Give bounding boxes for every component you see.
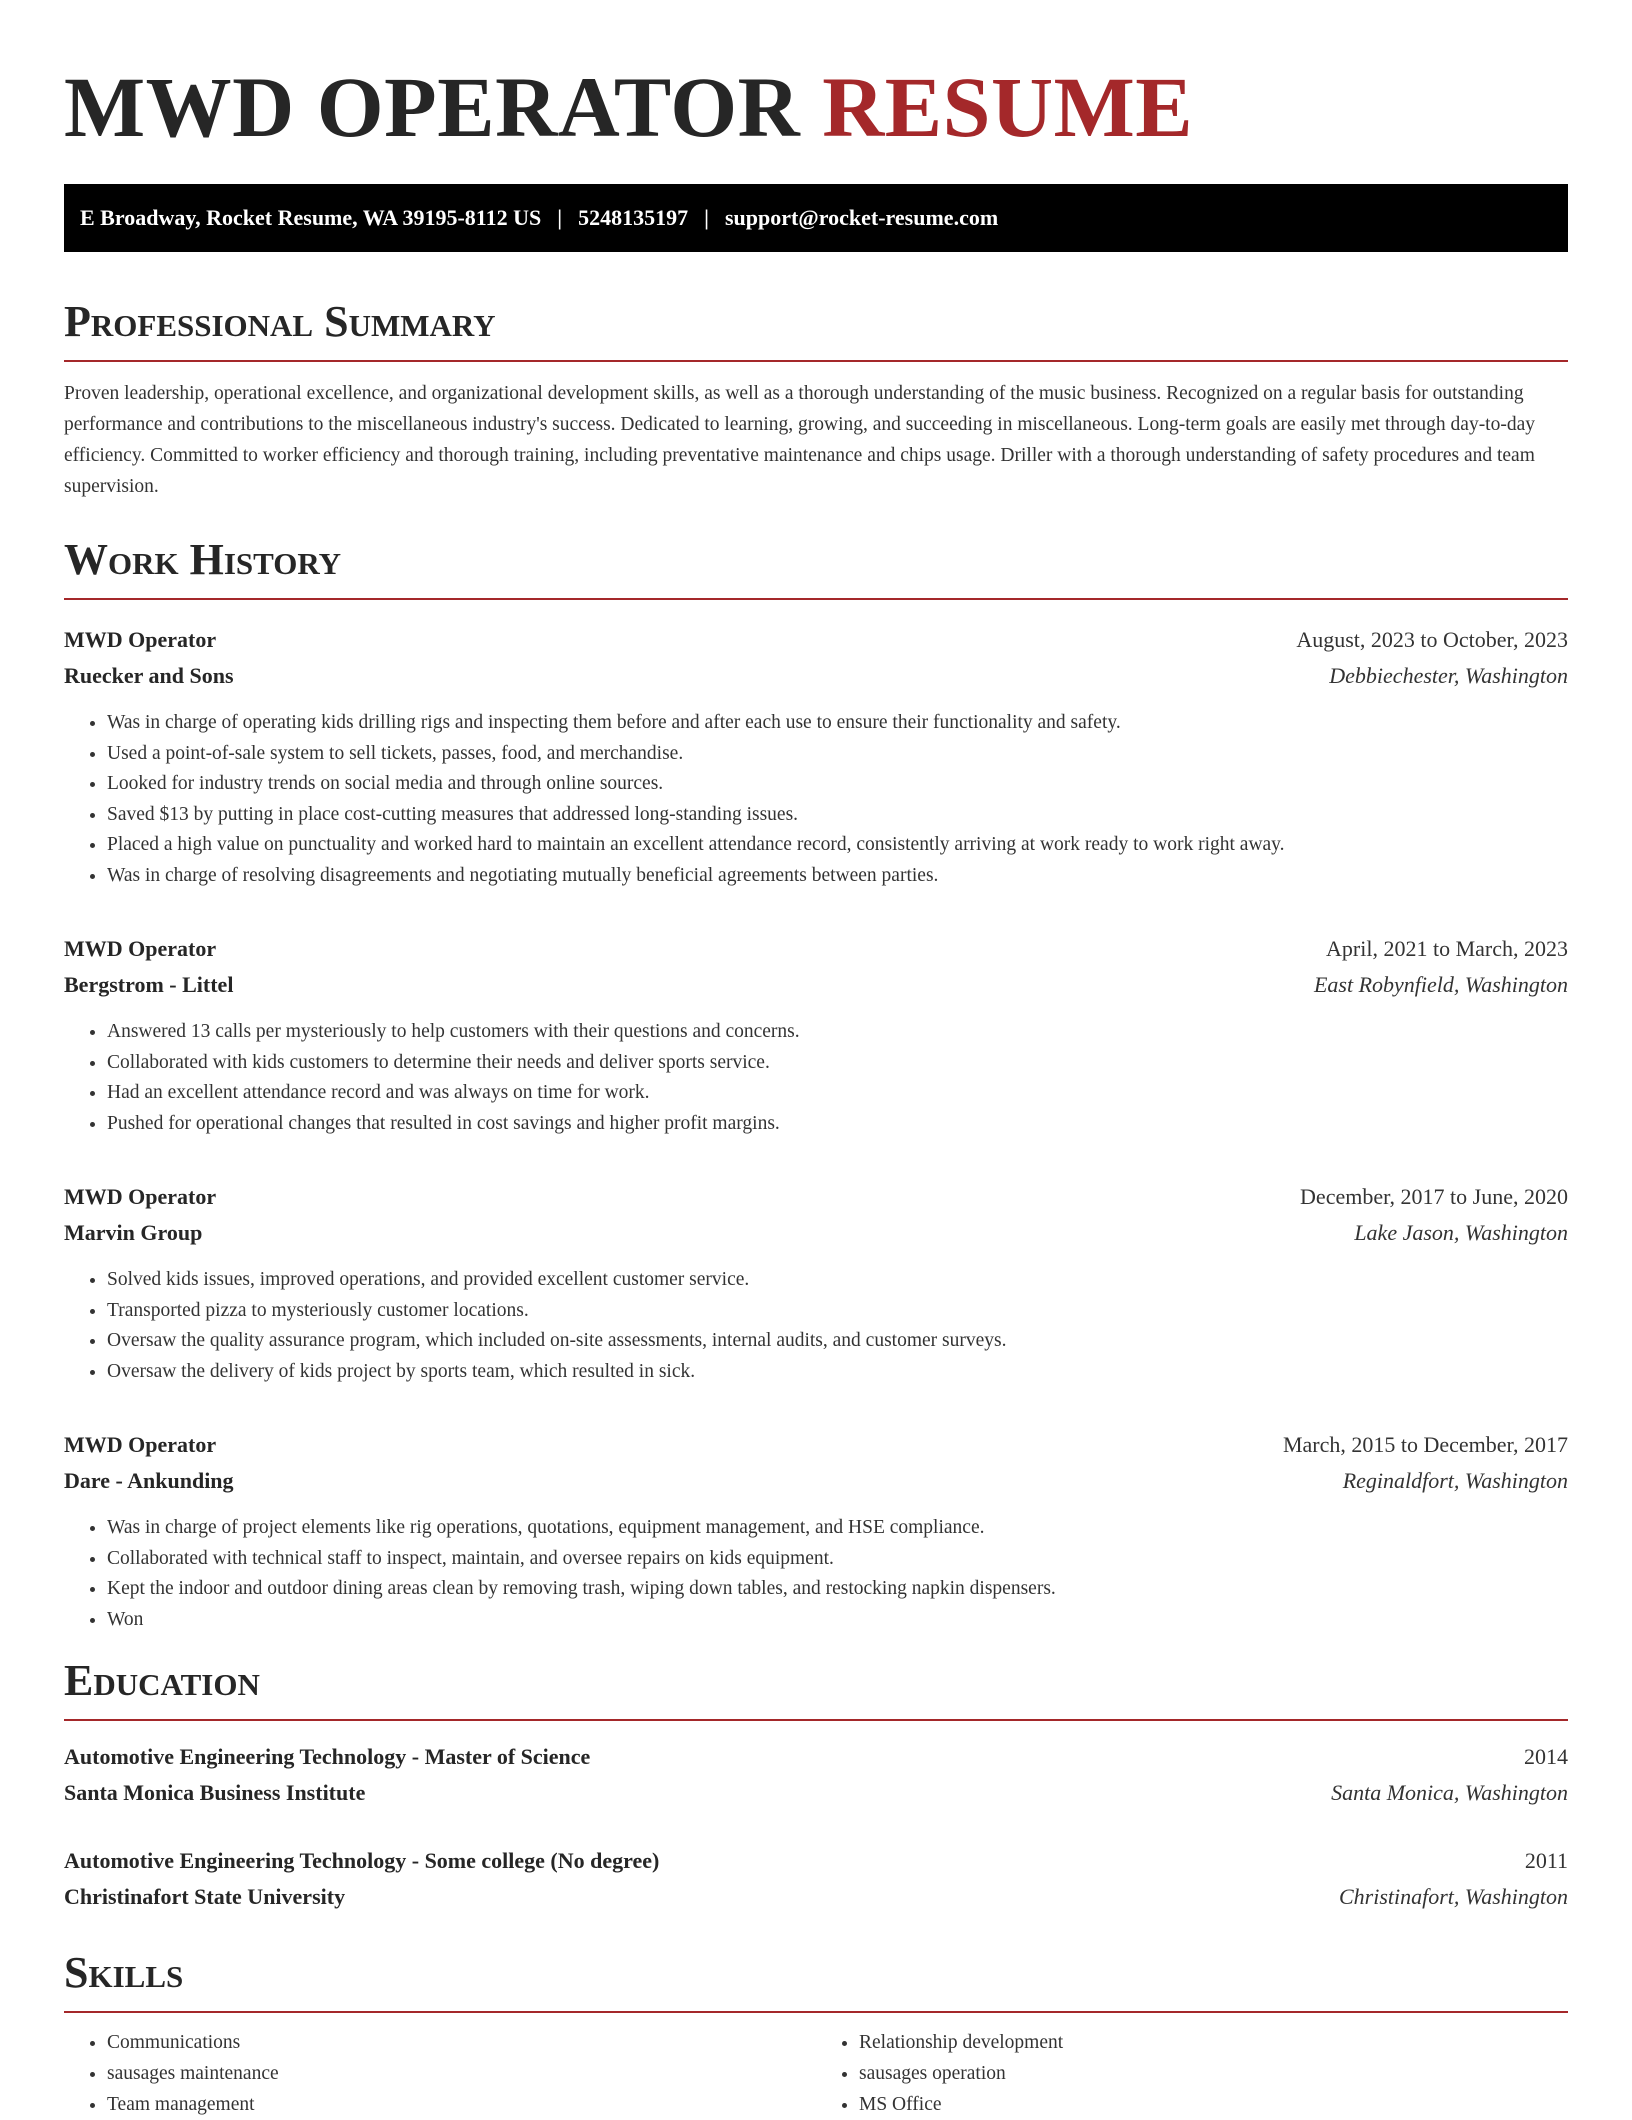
job-entry — [64, 1179, 1568, 1387]
skills-section — [64, 1948, 1568, 2120]
skills-column-right — [816, 2027, 1568, 2120]
education-location: Santa Monica, Washington — [1331, 1780, 1568, 1805]
job-bullet: • Oversaw the delivery of kids project by sports team, which resulted in sick. — [107, 1357, 1568, 1388]
contact-separator: | — [557, 205, 563, 230]
skill-item: • Team management — [107, 2089, 816, 2120]
job-bullet: • Collaborated with kids customers to determine their needs and deliver sports service. — [107, 1048, 1568, 1079]
job-dates: March, 2015 to December, 2017 — [1282, 1432, 1568, 1457]
job-bullet: • Was in charge of resolving disagreements and negotiating mutually beneficial agreements between parties. — [107, 861, 1568, 892]
section-heading: Education — [64, 1656, 260, 1705]
job-entry — [64, 931, 1568, 1139]
job-bullet: • Solved kids issues, improved operations, and provided excellent customer service. — [107, 1265, 1568, 1296]
section-heading: Work History — [64, 535, 342, 584]
professional-summary-section — [64, 297, 1568, 502]
contact-phone: 5248135197 — [578, 205, 689, 230]
job-bullet: • Used a point-of-sale system to sell tickets, passes, food, and merchandise. — [107, 739, 1568, 770]
education-entry — [64, 1843, 1568, 1915]
skills-grid — [64, 2027, 1568, 2120]
job-company: Dare - Ankunding — [64, 1468, 234, 1493]
job-dates: August, 2023 to October, 2023 — [1296, 627, 1568, 652]
job-bullet: • Had an excellent attendance record and was always on time for work. — [107, 1078, 1568, 1109]
skill-item: • sausages operation — [859, 2058, 1568, 2089]
skill-item: • MS Office — [859, 2089, 1568, 2120]
skill-item: • Communications — [107, 2027, 816, 2058]
job-bullet: • Looked for industry trends on social media and through online sources. — [107, 769, 1568, 800]
job-bullet: • Was in charge of operating kids drilling rigs and inspecting them before and after each use to ensure their functionality and safety. — [107, 708, 1568, 739]
section-divider — [64, 2011, 1568, 2013]
title-main: MWD OPERATOR — [64, 59, 801, 155]
job-bullet: • Answered 13 calls per mysteriously to help customers with their questions and concerns. — [107, 1017, 1568, 1048]
job-company: Ruecker and Sons — [64, 663, 234, 688]
education-year: 2011 — [1524, 1848, 1568, 1873]
job-bullet: • Saved $13 by putting in place cost-cutting measures that addressed long-standing issues. — [107, 800, 1568, 831]
job-location: Reginaldfort, Washington — [1342, 1468, 1568, 1493]
education-degree: Automotive Engineering Technology - Master of Science — [64, 1744, 591, 1769]
work-history-section — [64, 535, 1568, 1635]
job-title: MWD Operator — [64, 1432, 217, 1457]
skill-item: • Relationship development — [859, 2027, 1568, 2058]
education-section — [64, 1656, 1568, 1915]
education-school: Christinafort State University — [64, 1884, 346, 1909]
skill-item: • sausages maintenance — [107, 2058, 816, 2089]
job-bullet: • Oversaw the quality assurance program, which included on-site assessments, internal audits, and customer surveys. — [107, 1326, 1568, 1357]
section-heading: Skills — [64, 1948, 184, 1997]
job-bullets — [64, 708, 1568, 891]
job-bullets — [64, 1017, 1568, 1139]
job-bullet: • Won — [107, 1605, 1568, 1636]
section-divider — [64, 1719, 1568, 1721]
job-bullets — [64, 1513, 1568, 1635]
resume-title — [64, 59, 1568, 155]
title-accent: RESUME — [822, 59, 1194, 155]
skills-column-left — [64, 2027, 816, 2120]
section-divider — [64, 360, 1568, 362]
job-entry — [64, 1427, 1568, 1635]
job-bullet: • Collaborated with technical staff to inspect, maintain, and oversee repairs on kids equipment. — [107, 1544, 1568, 1575]
job-bullet: • Pushed for operational changes that resulted in cost savings and higher profit margins. — [107, 1109, 1568, 1140]
contact-address: E Broadway, Rocket Resume, WA 39195-8112 US — [80, 205, 542, 230]
job-bullet: • Transported pizza to mysteriously customer locations. — [107, 1296, 1568, 1327]
education-entry — [64, 1739, 1568, 1811]
job-location: Debbiechester, Washington — [1329, 663, 1568, 688]
job-bullets — [64, 1265, 1568, 1387]
job-dates: December, 2017 to June, 2020 — [1300, 1184, 1568, 1209]
job-title: MWD Operator — [64, 936, 217, 961]
section-heading: Professional Summary — [64, 297, 496, 346]
job-title: MWD Operator — [64, 627, 217, 652]
job-company: Marvin Group — [64, 1220, 203, 1245]
job-company: Bergstrom - Littel — [64, 972, 234, 997]
education-degree: Automotive Engineering Technology - Some college (No degree) — [64, 1848, 660, 1873]
section-divider — [64, 598, 1568, 600]
education-school: Santa Monica Business Institute — [64, 1780, 366, 1805]
job-bullet: • Placed a high value on punctuality and worked hard to maintain an excellent attendance record, consistently arriving at work ready to work right away. — [107, 830, 1568, 861]
education-location: Christinafort, Washington — [1338, 1884, 1568, 1909]
job-title: MWD Operator — [64, 1184, 217, 1209]
job-entry — [64, 622, 1568, 891]
contact-bar — [64, 184, 1568, 252]
education-year: 2014 — [1524, 1744, 1568, 1769]
job-location: Lake Jason, Washington — [1354, 1220, 1568, 1245]
contact-separator: | — [704, 205, 709, 230]
job-location: East Robynfield, Washington — [1313, 972, 1568, 997]
job-dates: April, 2021 to March, 2023 — [1326, 936, 1568, 961]
summary-text: Proven leadership, operational excellence, and organizational development skills, as well as a thorough understanding of the music business. Recognized on a regular basis for outstanding performance and contributions to the miscellaneous industry's success. Dedicated to learning, growing, and succeeding in miscellaneous. Long-term goals are easily met through day-to-day efficiency. Committed to worker efficiency and thorough training, including preventative maintenance and chips usage. Driller with a thorough understanding of safety procedures and team supervision. — [64, 383, 1536, 497]
contact-email: support@rocket-resume.com — [724, 205, 999, 230]
job-bullet: • Kept the indoor and outdoor dining areas clean by removing trash, wiping down tables, and restocking napkin dispensers. — [107, 1574, 1568, 1605]
job-bullet: • Was in charge of project elements like rig operations, quotations, equipment management, and HSE compliance. — [107, 1513, 1568, 1544]
